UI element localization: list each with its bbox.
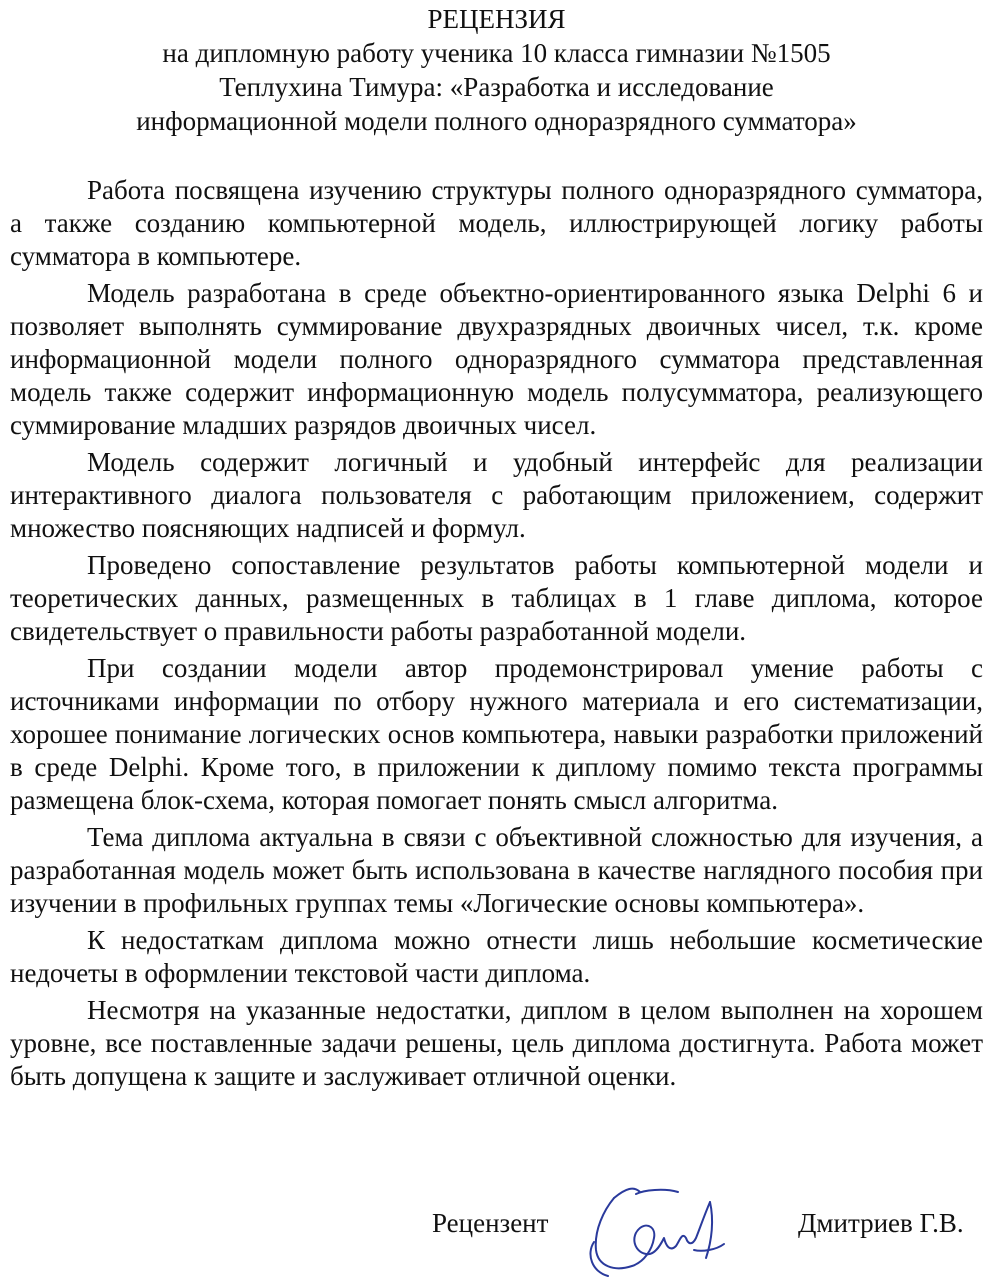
review-body (10, 174, 983, 1097)
subtitle-line-3: информационной модели полного одноразрядного сумматора» (136, 106, 857, 136)
paragraph-7: К недостаткам диплома можно отнести лишь небольшие косметические недочеты в оформлении текстовой части диплома. (10, 925, 983, 988)
document-title: РЕЦЕНЗИЯ (427, 4, 566, 34)
paragraph-5: При создании модели автор продемонстрировал умение работы с источниками информации по отбору нужного материала и его систематизации, хорошее понимание логических основ компьютера, навыки разработки приложений в среде Delphi. Кроме того, в приложении к диплому помимо текста программы размещена блок-схема, которая помогает понять смысл алгоритма. (10, 653, 983, 815)
handwritten-signature (574, 1180, 734, 1280)
paragraph-8: Несмотря на указанные недостатки, диплом в целом выполнен на хорошем уровне, все поставленные задачи решены, цель диплома достигнута. Работа может быть допущена к защите и заслуживает отличной оценки. (10, 995, 983, 1091)
review-header (0, 2, 993, 138)
subtitle-line-1: на дипломную работу ученика 10 класса гимназии №1505 (162, 38, 831, 68)
paragraph-3: Модель содержит логичный и удобный интерфейс для реализации интерактивного диалога пользователя с работающим приложением, содержит множество поясняющих надписей и формул. (10, 447, 983, 543)
subtitle-line-2: Теплухина Тимура: «Разработка и исследование (219, 72, 774, 102)
paragraph-2: Модель разработана в среде объектно-ориентированного языка Delphi 6 и позволяет выполнять суммирование двухразрядных двоичных чисел, т.к. кроме информационной модели полного одноразрядного сумматора представленная модель также содержит информационную модель полусумматора, реализующего суммирование младших разрядов двоичных чисел. (10, 278, 983, 440)
paragraph-6: Тема диплома актуальна в связи с объективной сложностью для изучения, а разработанная модель может быть использована в качестве наглядного пособия при изучении в профильных группах темы «Логические основы компьютера». (10, 822, 983, 918)
paragraph-4: Проведено сопоставление результатов работы компьютерной модели и теоретических данных, размещенных в таблицах в 1 главе диплома, которое свидетельствует о правильности работы разработанной модели. (10, 550, 983, 646)
paragraph-1: Работа посвящена изучению структуры полного одноразрядного сумматора, а также созданию компьютерной модель, иллюстрирующей логику работы сумматора в компьютере. (10, 175, 983, 271)
reviewer-role-label: Рецензент (432, 1208, 549, 1238)
reviewer-name: Дмитриев Г.В. (798, 1208, 964, 1238)
signature-row (0, 1180, 993, 1280)
